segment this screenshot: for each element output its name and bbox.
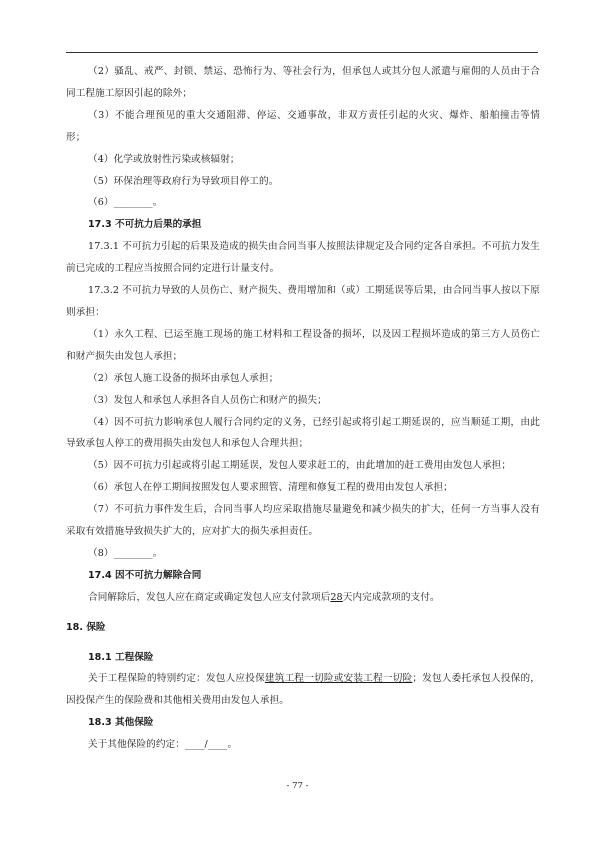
section-heading-18-1: 18.1 工程保险 (88, 651, 154, 663)
clause-18-1-text-a: 关于工程保险的特别约定：发包人应投保 (88, 673, 265, 685)
clause-item-3: （3）不能合理预见的重大交通阻滞、停运、交通事故，非双方责任引起的火灾、爆炸、船舶撞击等情形； (66, 109, 540, 143)
clause-item-4: （4）化学或放射性污染或核辐射； (88, 153, 240, 165)
clause-item-6: （6）________。 (88, 197, 163, 209)
page-number: - 77 - (286, 781, 309, 791)
clause-18-3-text-a: 关于其他保险的约定： (88, 739, 185, 751)
clause-17-4-text (66, 587, 540, 609)
insurance-type-value: 建筑工程一切险或安装工程一切险 (264, 673, 413, 685)
principle-item-7: （7）不可抗力事件发生后，合同当事人均应采取措施尽量避免和减少损失的扩大，任何一方当事人没有采取有效措施导致损失扩大的，应对扩大的损失承担责任。 (66, 504, 540, 538)
principle-item-8: （8）________。 (88, 547, 163, 559)
principle-item-4: （4）因不可抗力影响承包人履行合同约定的义务，已经引起或将引起工期延误的，应当顺延工期，由此导致承包人停工的费用损失由发包人和承包人合理共担； (66, 416, 540, 450)
principle-item-5: （5）因不可抗力引起或将引起工期延误，发包人要求赶工的，由此增加的赶工费用由发包人承担； (88, 460, 512, 472)
clause-17-4-text-a: 合同解除后，发包人应在商定或确定发包人应支付款项后 (88, 591, 331, 603)
section-heading-18: 18. 保险 (66, 621, 106, 633)
principle-item-1: （1）永久工程、已运至施工现场的施工材料和工程设备的损坏，以及因工程损坏造成的第三方人员伤亡和财产损失由发包人承担； (66, 328, 540, 362)
clause-item-5: （5）环保治理等政府行为导致项目停工的。 (88, 175, 279, 187)
clause-item-2: （2）骚乱、戒严、封锁、禁运、恐怖行为、等社会行为，但承包人或其分包人派遣与雇佣的人员由于合同工程施工原因引起的除外； (66, 66, 540, 99)
document-body (66, 61, 540, 756)
clause-17-3-2: 17.3.2 不可抗力导致的人员伤亡、财产损失、费用增加和（或）工期延误等后果，由合同当事人按以下原则承担： (66, 285, 540, 318)
clause-18-3-text (66, 734, 540, 756)
clause-18-1-text-b: ；发包人委托承包人投保的，因投保产生的保险费和其他相关费用由发包人承担。 (66, 673, 540, 707)
clause-17-4-text-b: 天内完成款项的支付。 (342, 591, 440, 603)
principle-item-2: （2）承包人施工设备的损坏由承包人承担； (88, 372, 279, 384)
section-heading-17-3: 17.3 不可抗力后果的承担 (88, 219, 202, 231)
clause-18-1-text (66, 668, 540, 712)
principle-item-6: （6）承包人在停工期间按照发包人要求照管、清理和修复工程的费用由发包人承担； (88, 482, 453, 494)
other-insurance-blank: ____/____ (184, 739, 228, 751)
section-heading-18-3: 18.3 其他保险 (88, 717, 154, 729)
payment-days-value: 28 (330, 591, 343, 603)
principle-item-3: （3）发包人和承包人承担各自人员伤亡和财产的损失； (88, 394, 327, 406)
clause-18-3-text-b: 。 (227, 739, 238, 751)
header-rule (66, 52, 538, 53)
section-heading-17-4: 17.4 因不可抗力解除合同 (88, 569, 202, 581)
clause-17-3-1: 17.3.1 不可抗力引起的后果及造成的损失由合同当事人按照法律规定及合同约定各自承担。不可抗力发生前已完成的工程应当按照合同约定进行计量支付。 (66, 241, 540, 275)
